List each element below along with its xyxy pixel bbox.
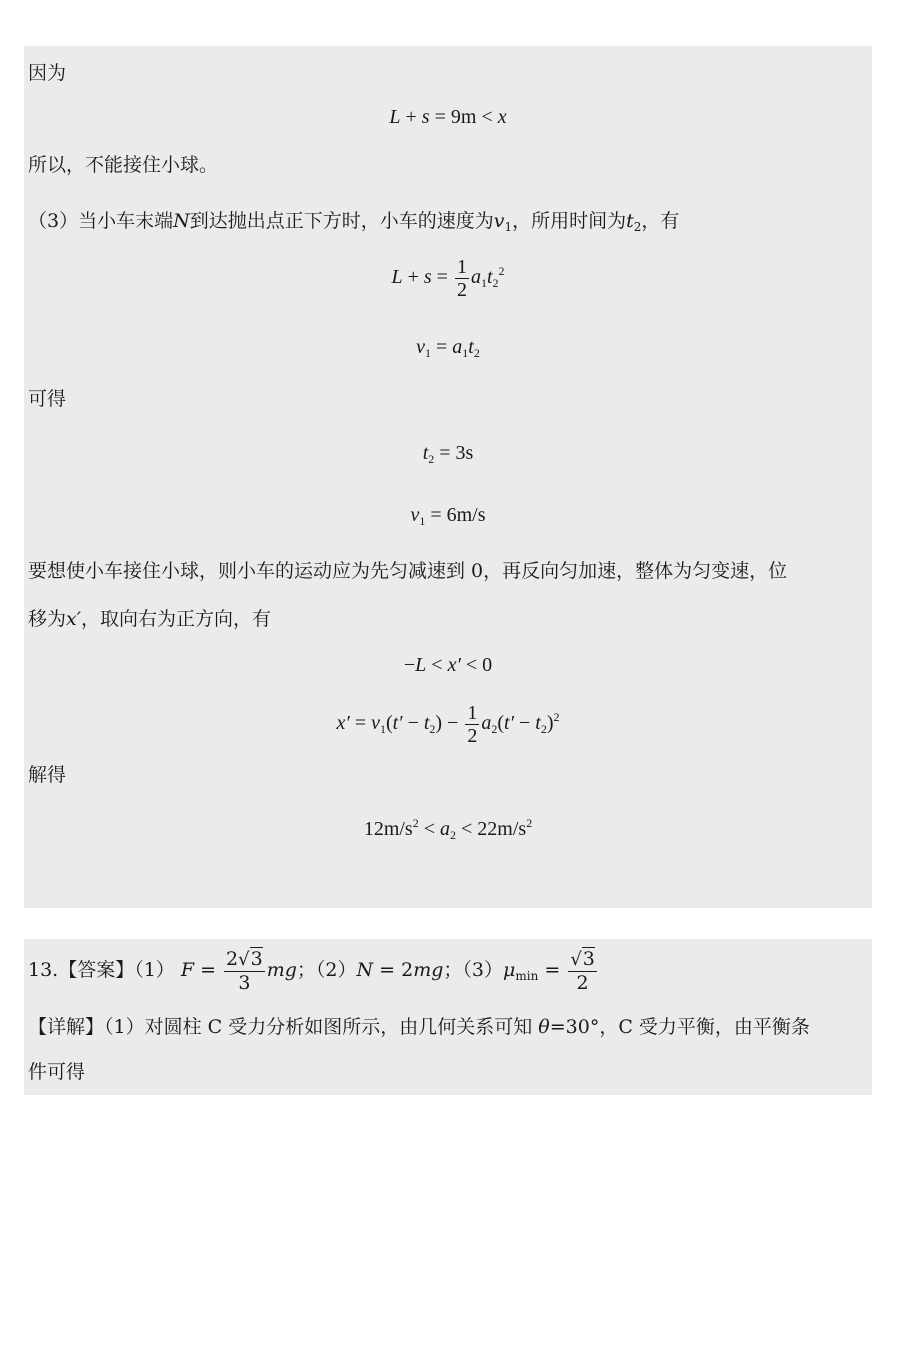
paragraph-derive: 可得: [28, 388, 67, 410]
solution-panel-part3: [24, 46, 872, 908]
paragraph-condition-line1: 要想使小车接住小球，则小车的运动应为先匀减速到 0，再反向匀加速，整体为匀变速，位: [28, 560, 788, 582]
equation-length-sum: L + s = 9m < x: [389, 106, 507, 128]
detail-line1: 【详解】（1）对圆柱 C 受力分析如图所示，由几何关系可知 θ=30°，C 受力平衡，由平衡条: [28, 1016, 810, 1038]
equation-velocity-result: $v_1 = 6m/s$: [410, 504, 486, 528]
equation-time-result: $t_2 = 3s$: [422, 442, 474, 466]
paragraph-solve: 解得: [28, 764, 67, 786]
detail-line2: 件可得: [28, 1061, 86, 1083]
equation-displacement-reverse: $x' = v_1(t' - t_2)$ − $\frac{1}{2}$ $a_2(t' - t_2)^2$: [336, 702, 560, 747]
paragraph-because: 因为: [28, 62, 67, 84]
equation-displacement: L + s = $\frac{1}{2}$ $a_1t_2^2$: [391, 256, 505, 301]
paragraph-part3-intro: （3）当小车末端N到达抛出点正下方时，小车的速度为$v_1$，所用时间为$t_2$，有: [28, 210, 680, 234]
equation-range: −L < x′ < 0: [403, 654, 493, 676]
equation-velocity: $v_1 = a_1t_2$: [416, 336, 480, 360]
answer-panel-13: [24, 939, 872, 1095]
equation-acceleration-range: $12m/s^2 < a_2 < 22m/s^2$: [363, 816, 533, 842]
paragraph-condition-line2: 移为x′，取向右为正方向，有: [28, 608, 272, 630]
answer-line: 13.【答案】（1） F = $\frac{2√3}{3}$ mg；（2）N = 2mg；$(3)\mu_{min}$ = $\frac{√3}{2}$: [28, 948, 595, 994]
paragraph-so-cannot-catch: 所以，不能接住小球。: [28, 154, 219, 176]
